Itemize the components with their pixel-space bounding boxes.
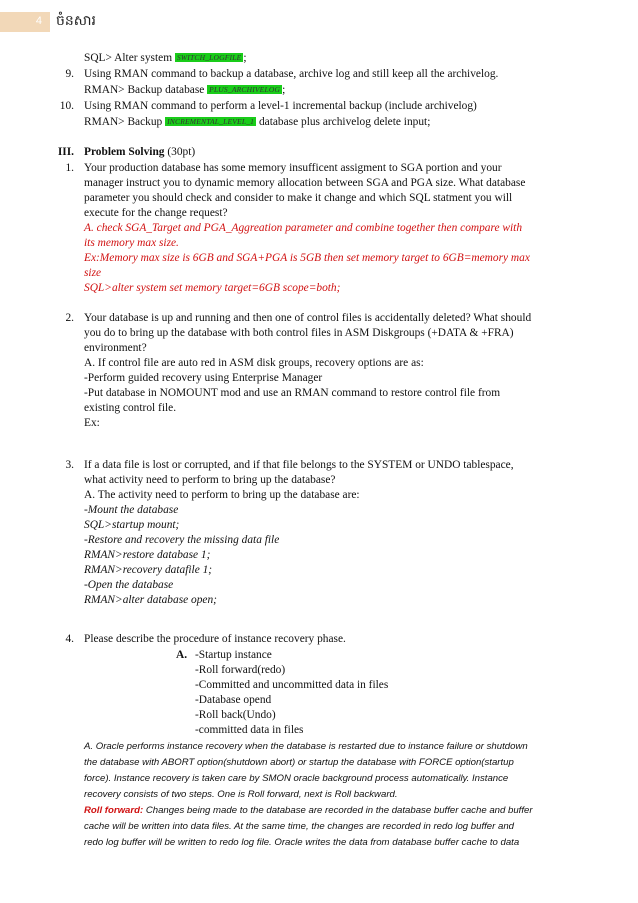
q2-line: Your database is up and running and then one of control files is accidentally deleted? What should	[84, 312, 532, 324]
q2-line: Ex:	[84, 417, 100, 429]
q4-step: -Database opend	[195, 694, 272, 706]
highlight-incremental-level-1: INCREMENTAL_LEVEL_1	[167, 117, 255, 126]
q1-answer-line: SQL>alter system set memory target=6GB scope=both;	[84, 282, 341, 294]
q1-line: Your production database has some memory insufficent assigment to SGA portion and your	[84, 162, 502, 174]
q3-number: 3.	[65, 459, 74, 471]
q4-sub-label: A.	[176, 649, 188, 661]
q2-line: -Perform guided recovery using Enterprise Manager	[84, 372, 323, 384]
q2-line: existing control file.	[84, 402, 177, 414]
q2-line: you do to bring up the database with both control files in ASM Diskgroups (+DATA & +FRA)	[84, 327, 514, 339]
highlight-switch-logfile: SWITCH_LOGFILE	[176, 53, 242, 62]
q3-answer-line: -Restore and recovery the missing data file	[84, 534, 280, 546]
q4-step: -Roll back(Undo)	[195, 709, 276, 721]
q4-line: Please describe the procedure of instance recovery phase.	[84, 633, 346, 645]
q2-line: A. If control file are auto red in ASM disk groups, recovery options are as:	[84, 357, 424, 369]
q3-answer-line: -Open the database	[84, 579, 174, 591]
q3-line: A. The activity need to perform to bring up the database are:	[84, 489, 360, 501]
q3-line: what activity need to perform to bring up the database?	[84, 474, 336, 486]
q3-line: If a data file is lost or corrupted, and if that file belongs to the SYSTEM or UNDO tablespace,	[84, 459, 514, 471]
q2-number: 2.	[65, 312, 74, 324]
roll-forward-label: Roll forward:	[84, 805, 144, 816]
q3-answer-line: RMAN>restore database 1;	[84, 549, 211, 561]
page-number-tab: 4	[0, 12, 50, 32]
q4-paragraph-line: force). Instance recovery is taken care by SMON oracle background process automatically. Instance	[84, 773, 509, 784]
q4-step: -Roll forward(redo)	[195, 664, 286, 676]
q9-answer: RMAN> Backup database PLUS_ARCHIVELOG ;	[84, 84, 286, 96]
q9-text: Using RMAN command to backup a database, archive log and still keep all the archivelog.	[84, 68, 499, 80]
q4-step: -committed data in files	[195, 724, 304, 736]
q4-number: 4.	[65, 633, 74, 645]
section-3-heading: Problem Solving (30pt)	[84, 146, 196, 158]
q10-text: Using RMAN command to perform a level-1 incremental backup (include archivelog)	[84, 100, 477, 112]
q1-number: 1.	[65, 162, 74, 174]
q1-line: manager instruct you to dynamic memory allocation between SGA and PGA size. What database	[84, 177, 526, 189]
q9-number: 9.	[65, 68, 74, 80]
q1-answer-line: Ex:Memory max size is 6GB and SGA+PGA is 5GB then set memory target to 6GB=memory max	[84, 252, 530, 264]
sql-switch-logfile-line: SQL> Alter system SWITCH_LOGFILE ;	[84, 52, 247, 64]
q4-roll-forward-line: Roll forward: Changes being made to the database are recorded in the database buffer cache and buffer	[84, 805, 533, 816]
q10-answer: RMAN> Backup INCREMENTAL_LEVEL_1 database plus archivelog delete input;	[84, 116, 431, 128]
q1-answer-line: size	[84, 267, 102, 279]
q1-line: parameter you should check and consider to make it change and which SQL statment you will	[84, 192, 513, 204]
q3-answer-line: -Mount the database	[84, 504, 179, 516]
q2-line: -Put database in NOMOUNT mod and use an RMAN command to restore control file from	[84, 387, 501, 399]
q4-step: -Startup instance	[195, 649, 272, 661]
header-title: ចំនសារ	[56, 13, 96, 29]
q1-answer-line: A. check SGA_Target and PGA_Aggreation parameter and combine together then compare with	[84, 222, 523, 234]
q3-answer-line: RMAN>alter database open;	[84, 594, 217, 606]
q10-number: 10.	[59, 100, 74, 112]
q4-paragraph-line: A. Oracle performs instance recovery when the database is restarted due to instance failure or shutdown	[84, 741, 528, 752]
q2-line: environment?	[84, 342, 147, 354]
highlight-plus-archivelog: PLUS_ARCHIVELOG	[209, 85, 281, 94]
q4-step: -Committed and uncommitted data in files	[195, 679, 389, 691]
q1-line: execute for the change request?	[84, 207, 228, 219]
q4-paragraph-line: the database with ABORT option(shutdown abort) or startup the database with FORCE option(startup	[84, 757, 514, 768]
q4-roll-forward-line: redo log buffer will be written to redo log file. Oracle writes the data from database buffer cache to data	[84, 837, 520, 848]
q1-answer-line: its memory max size.	[84, 237, 179, 249]
section-3-number: III.	[57, 146, 74, 158]
q4-paragraph-line: recovery consists of two steps. One is Roll forward, next is Roll backward.	[84, 789, 398, 800]
q3-answer-line: RMAN>recovery datafile 1;	[84, 564, 213, 576]
q3-answer-line: SQL>startup mount;	[84, 519, 180, 531]
q4-roll-forward-line: cache will be written into data files. At the same time, the changes are recorded in redo log buffer and	[84, 821, 515, 832]
